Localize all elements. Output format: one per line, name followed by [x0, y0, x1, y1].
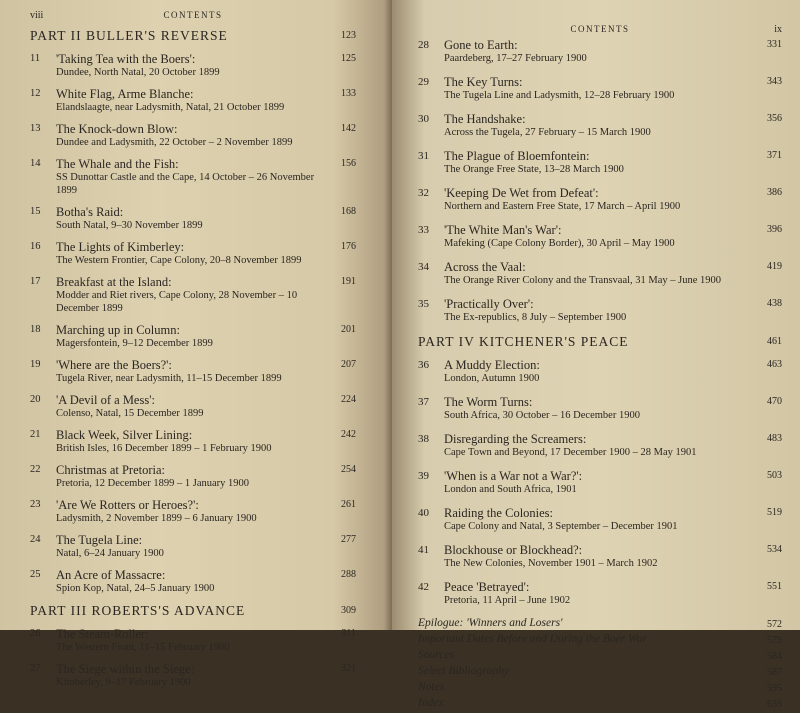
- toc-entry: [30, 122, 356, 149]
- chapter-page: 311: [341, 628, 356, 639]
- chapter-subtitle: Elandslaagte, near Ladysmith, Natal, 21 October 1899: [56, 102, 285, 113]
- chapter-subtitle: Colenso, Natal, 15 December 1899: [56, 408, 204, 419]
- chapter-page: 371: [767, 150, 782, 161]
- toc-entry: [30, 205, 356, 232]
- chapter-subtitle: Natal, 6–24 January 1900: [56, 548, 164, 559]
- chapter-number: 25: [30, 569, 41, 580]
- toc-entry: [30, 627, 356, 654]
- chapter-title: A Muddy Election:: [444, 358, 540, 372]
- toc-entry: [418, 395, 782, 422]
- chapter-number: 18: [30, 324, 41, 335]
- chapter-title: 'A Devil of a Mess':: [56, 393, 155, 407]
- chapter-title: 'Keeping De Wet from Defeat':: [444, 186, 599, 200]
- toc-entry: [30, 52, 356, 79]
- toc-entry: [418, 543, 782, 570]
- chapter-title: 'The White Man's War':: [444, 223, 562, 237]
- chapter-title: The Key Turns:: [444, 75, 523, 89]
- chapter-page: 343: [767, 76, 782, 87]
- chapter-title: Marching up in Column:: [56, 323, 180, 337]
- chapter-number: 36: [418, 359, 429, 371]
- back-matter-label: Epilogue: 'Winners and Losers': [418, 617, 563, 629]
- chapter-subtitle: Spion Kop, Natal, 24–5 January 1900: [56, 583, 215, 594]
- chapter-title: Gone to Earth:: [444, 38, 518, 52]
- chapter-subtitle: Across the Tugela, 27 February – 15 March 1900: [444, 127, 651, 138]
- chapter-page: 242: [341, 429, 356, 440]
- toc-list: [30, 28, 356, 689]
- page-number: ix: [774, 24, 782, 35]
- chapter-subtitle: South Africa, 30 October – 16 December 1900: [444, 410, 640, 421]
- toc-entry: [30, 463, 356, 490]
- toc-entry: [418, 112, 782, 139]
- part-title: PART II BULLER'S REVERSE: [30, 28, 228, 43]
- toc-entry: [30, 240, 356, 267]
- toc-entry: [418, 38, 782, 65]
- chapter-number: 26: [30, 628, 41, 639]
- chapter-title: The Lights of Kimberley:: [56, 240, 185, 254]
- chapter-page: 191: [341, 276, 356, 287]
- chapter-page: 463: [767, 359, 782, 370]
- toc-list: [418, 358, 782, 607]
- chapter-number: 31: [418, 150, 429, 162]
- chapter-title: 'Practically Over':: [444, 297, 534, 311]
- chapter-number: 12: [30, 88, 41, 99]
- chapter-number: 34: [418, 261, 429, 273]
- part-chapters: [30, 52, 356, 595]
- chapter-page: 551: [767, 581, 782, 592]
- part-title: PART IV KITCHENER'S PEACE: [418, 334, 629, 349]
- part-title: PART III ROBERTS'S ADVANCE: [30, 603, 246, 618]
- toc-entry: [30, 498, 356, 525]
- chapter-number: 17: [30, 276, 41, 287]
- chapter-page: 201: [341, 324, 356, 335]
- chapter-title: An Acre of Massacre:: [56, 568, 166, 582]
- chapter-page: 207: [341, 359, 356, 370]
- chapter-number: 15: [30, 206, 41, 217]
- chapter-subtitle: Cape Colony and Natal, 3 September – December 1901: [444, 521, 678, 532]
- chapter-page: 534: [767, 544, 782, 555]
- chapter-page: 438: [767, 298, 782, 309]
- chapter-number: 13: [30, 123, 41, 134]
- chapter-subtitle: The Orange River Colony and the Transvaal, 31 May – June 1900: [444, 275, 722, 286]
- chapter-title: The Worm Turns:: [444, 395, 533, 409]
- toc-entry: [30, 358, 356, 385]
- chapter-title: Across the Vaal:: [444, 260, 526, 274]
- toc-entry: [418, 580, 782, 607]
- back-matter-label: Important Dates Before and During the Boer War: [418, 633, 647, 645]
- part-heading: [418, 334, 782, 352]
- chapter-subtitle: The Western Front, 11–15 February 1900: [56, 642, 230, 653]
- chapter-page: 419: [767, 261, 782, 272]
- chapter-subtitle: London, Autumn 1900: [444, 373, 540, 384]
- chapter-number: 35: [418, 298, 429, 310]
- part-page: 309: [341, 605, 356, 616]
- toc-entry: [30, 393, 356, 420]
- toc-entry: [418, 297, 782, 324]
- chapter-number: 19: [30, 359, 41, 370]
- chapter-page: 142: [341, 123, 356, 134]
- chapter-page: 261: [341, 499, 356, 510]
- part-page: 461: [767, 336, 782, 347]
- chapter-number: 22: [30, 464, 41, 475]
- toc-entry: [30, 157, 356, 197]
- chapter-number: 41: [418, 544, 429, 556]
- toc-entry: [418, 358, 782, 385]
- chapter-subtitle: The Orange Free State, 13–28 March 1900: [444, 164, 624, 175]
- toc-entry: [30, 533, 356, 560]
- chapter-subtitle: Dundee and Ladysmith, 22 October – 2 November 1899: [56, 137, 293, 148]
- chapter-page: 125: [341, 53, 356, 64]
- page-number: viii: [30, 10, 44, 21]
- chapter-title: The Steam-Roller:: [56, 627, 149, 641]
- chapter-subtitle: The Western Frontier, Cape Colony, 20–8 November 1899: [56, 255, 302, 266]
- back-matter-page: 639: [767, 699, 782, 710]
- chapter-title: Black Week, Silver Lining:: [56, 428, 193, 442]
- toc-list: [418, 38, 782, 324]
- back-matter-entry: [418, 649, 782, 665]
- chapter-title: 'Where are the Boers?':: [56, 358, 172, 372]
- chapter-subtitle: SS Dunottar Castle and the Cape, 14 October – 26 November 1899: [56, 172, 315, 196]
- chapter-number: 40: [418, 507, 429, 519]
- chapter-title: The Handshake:: [444, 112, 526, 126]
- chapter-number: 32: [418, 187, 429, 199]
- chapter-number: 14: [30, 158, 41, 169]
- chapter-page: 503: [767, 470, 782, 481]
- toc-entry: [30, 568, 356, 595]
- left-page: [0, 0, 392, 688]
- chapter-number: 38: [418, 433, 429, 445]
- chapter-title: 'Taking Tea with the Boers':: [56, 52, 196, 66]
- chapter-page: 396: [767, 224, 782, 235]
- toc-entry: [418, 506, 782, 533]
- back-matter-list: [418, 617, 782, 713]
- chapter-title: The Knock-down Blow:: [56, 122, 178, 136]
- chapter-page: 519: [767, 507, 782, 518]
- chapter-number: 20: [30, 394, 41, 405]
- chapter-number: 42: [418, 581, 429, 593]
- chapter-number: 39: [418, 470, 429, 482]
- chapter-title: Breakfast at the Island:: [56, 275, 172, 289]
- back-matter-entry: [418, 617, 782, 633]
- back-matter-page: 579: [767, 635, 782, 646]
- chapter-page: 224: [341, 394, 356, 405]
- chapter-title: The Siege within the Siege:: [56, 662, 195, 676]
- right-page: [392, 0, 800, 710]
- back-matter-label: Index: [418, 697, 444, 709]
- chapter-subtitle: The Tugela Line and Ladysmith, 12–28 February 1900: [444, 90, 675, 101]
- toc-entry: [418, 469, 782, 496]
- chapter-title: The Tugela Line:: [56, 533, 143, 547]
- chapter-number: 11: [30, 53, 41, 64]
- chapter-title: The Whale and the Fish:: [56, 157, 179, 171]
- part-page: 123: [341, 30, 356, 41]
- part-heading: [30, 28, 356, 46]
- chapter-subtitle: Cape Town and Beyond, 17 December 1900 – 28 May 1901: [444, 447, 697, 458]
- chapter-title: Disregarding the Screamers:: [444, 432, 587, 446]
- back-matter-page: 584: [767, 651, 782, 662]
- chapter-subtitle: The Ex-republics, 8 July – September 1900: [444, 312, 627, 323]
- chapter-number: 21: [30, 429, 41, 440]
- back-matter-page: 587: [767, 667, 782, 678]
- chapter-page: 288: [341, 569, 356, 580]
- back-matter-entry: [418, 681, 782, 697]
- chapter-subtitle: South Natal, 9–30 November 1899: [56, 220, 203, 231]
- chapter-title: Botha's Raid:: [56, 205, 124, 219]
- back-matter-page: 572: [767, 619, 782, 630]
- chapter-number: 33: [418, 224, 429, 236]
- chapter-number: 23: [30, 499, 41, 510]
- chapter-number: 37: [418, 396, 429, 408]
- chapter-number: 28: [418, 39, 429, 51]
- toc-entry: [418, 149, 782, 176]
- chapter-page: 254: [341, 464, 356, 475]
- chapter-subtitle: Dundee, North Natal, 20 October 1899: [56, 67, 220, 78]
- toc-entry: [418, 260, 782, 287]
- chapter-subtitle: The New Colonies, November 1901 – March 1902: [444, 558, 658, 569]
- back-matter-label: Notes: [418, 681, 445, 693]
- toc-entry: [30, 428, 356, 455]
- chapter-number: 16: [30, 241, 41, 252]
- chapter-page: 356: [767, 113, 782, 124]
- chapter-subtitle: Northern and Eastern Free State, 17 March – April 1900: [444, 201, 681, 212]
- part-chapters: [30, 627, 356, 689]
- chapter-title: The Plague of Bloemfontein:: [444, 149, 590, 163]
- chapter-subtitle: Modder and Riet rivers, Cape Colony, 28 November – 10 December 1899: [56, 290, 298, 314]
- back-matter-label: Sources: [418, 649, 454, 661]
- chapter-page: 168: [341, 206, 356, 217]
- running-head: [418, 22, 782, 38]
- toc-entry: [30, 662, 356, 689]
- back-matter-label: Select Bibliography: [418, 665, 510, 677]
- chapter-subtitle: Pretoria, 12 December 1899 – 1 January 1900: [56, 478, 250, 489]
- chapter-subtitle: Mafeking (Cape Colony Border), 30 April – May 1900: [444, 238, 675, 249]
- chapter-title: 'Are We Rotters or Heroes?':: [56, 498, 199, 512]
- toc-entry: [30, 275, 356, 315]
- chapter-subtitle: Tugela River, near Ladysmith, 11–15 December 1899: [56, 373, 282, 384]
- toc-entry: [418, 75, 782, 102]
- chapter-number: 30: [418, 113, 429, 125]
- chapter-page: 331: [767, 39, 782, 50]
- running-head-title: CONTENTS: [570, 24, 630, 34]
- chapter-page: 176: [341, 241, 356, 252]
- chapter-subtitle: Ladysmith, 2 November 1899 – 6 January 1900: [56, 513, 257, 524]
- chapter-page: 386: [767, 187, 782, 198]
- chapter-subtitle: London and South Africa, 1901: [444, 484, 577, 495]
- chapter-number: 27: [30, 663, 41, 674]
- chapter-number: 24: [30, 534, 41, 545]
- chapter-page: 483: [767, 433, 782, 444]
- chapter-title: Christmas at Pretoria:: [56, 463, 166, 477]
- chapter-subtitle: Magersfontein, 9–12 December 1899: [56, 338, 213, 349]
- toc-entry: [418, 223, 782, 250]
- chapter-subtitle: Pretoria, 11 April – June 1902: [444, 595, 571, 606]
- chapter-title: Raiding the Colonies:: [444, 506, 554, 520]
- back-matter-page: 595: [767, 683, 782, 694]
- running-head-title: CONTENTS: [163, 10, 223, 20]
- chapter-title: White Flag, Arme Blanche:: [56, 87, 194, 101]
- chapter-title: Blockhouse or Blockhead?:: [444, 543, 583, 557]
- toc-entry: [418, 186, 782, 213]
- chapter-subtitle: Paardeberg, 17–27 February 1900: [444, 53, 587, 64]
- part-heading: [30, 603, 356, 621]
- back-matter-entry: [418, 665, 782, 681]
- back-matter-entry: [418, 633, 782, 649]
- chapter-title: 'When is a War not a War?':: [444, 469, 583, 483]
- chapter-page: 156: [341, 158, 356, 169]
- toc-entry: [418, 432, 782, 459]
- chapter-page: 321: [341, 663, 356, 674]
- chapter-page: 470: [767, 396, 782, 407]
- toc-entry: [30, 87, 356, 114]
- chapter-subtitle: British Isles, 16 December 1899 – 1 February 1900: [56, 443, 272, 454]
- chapter-page: 133: [341, 88, 356, 99]
- back-matter-entry: [418, 697, 782, 713]
- running-head: [30, 8, 356, 24]
- chapter-title: Peace 'Betrayed':: [444, 580, 530, 594]
- chapter-page: 277: [341, 534, 356, 545]
- toc-entry: [30, 323, 356, 350]
- chapter-subtitle: Kimberley, 9–17 February 1900: [56, 677, 191, 688]
- chapter-number: 29: [418, 76, 429, 88]
